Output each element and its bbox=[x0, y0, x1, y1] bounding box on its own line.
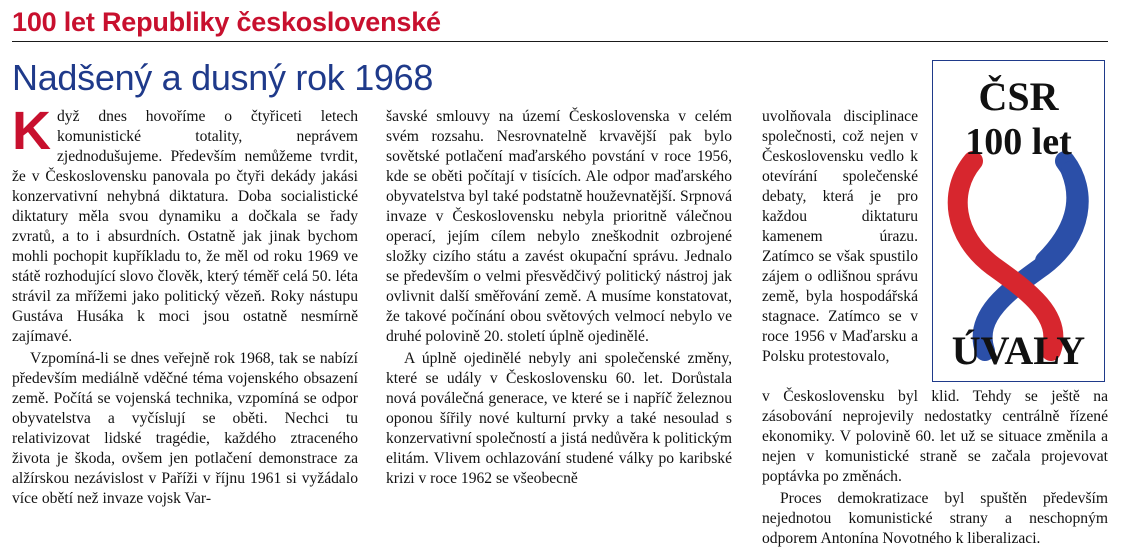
paragraph-5-top: uvolňovala disciplinace společnosti, což nejen v Československu vedlo k otevírání společenské debaty, která je pro každou diktaturu kamenem úrazu. Zatímco se však spustilo zájem o odlišnou správu země, byla hospodářská stagnace. Zatímco se v roce 1956 v Maďarsku a Polsku protestovalo, bbox=[762, 108, 918, 365]
logo-line-1: ČSR bbox=[978, 74, 1059, 119]
article-column-1 bbox=[12, 101, 358, 509]
article-column-3-bottom bbox=[762, 387, 1108, 549]
paragraph-2: Vzpomíná-li se dnes veřejně rok 1968, tak se nabízí především mediálně vděčné téma vojenského obsazení země. Počítá se vojenská technika, vzpomíná se odpor obyvatelstva a vyčíslují se oběti. Nechci tu relativizovat lidské tragédie, každého ztraceného života je škoda, ovšem jen potlačení demonstrace za alžírskou nezávislost v Paříži v říjnu 1961 si vyžádalo více obětí než invaze vojsk Var- bbox=[12, 350, 358, 507]
drop-cap: K bbox=[12, 101, 51, 161]
logo-line-3: ÚVALY bbox=[951, 328, 1086, 373]
series-title: 100 let Republiky československé bbox=[12, 7, 441, 37]
paragraph-5-bottom: v Československu byl klid. Tehdy se ještě na zásobování neprojevily nedostatky centrálně řízené ekonomiky. V polovině 60. let už se situace změnila a nejen v komunistické straně se začala projevovat poptávka po změnách. bbox=[762, 388, 1108, 485]
paragraph-4: A úplně ojedinělé nebyly ani společenské změny, které se udály v Československu 60. let. Dorůstala nová poválečná generace, ve které se i napříč železnou oponou šířily nové kulturní prvky a také nesoulad s konzervativní společností a jistá nedůvěra k politickým elitám. Vlivem ochlazování studené války po karibské krizi v roce 1962 se všeobecně bbox=[386, 350, 732, 487]
paragraph-1-text: dyž dnes hovoříme o čtyřiceti letech komunistické totality, neprávem zjednodušujeme. Především nemůžeme tvrdit, že v Československu panovala po čtyři dekády jakási konzervativní nehybná diktatura. Doba socialistické diktatury měla svou dynamiku a dočkala se řady zvratů, a to i absurdních. Ostatně jak jinak bychom mohli pochopit kupříkladu to, že měl od roku 1969 ve státě rozhodující slovo člověk, který téměř celá 50. léta strávil za mřížemi jako politický vězeň. Roky nástupu Gustáva Husáka k moci jsou ostatně nesmírně zajímavé. bbox=[12, 108, 358, 345]
headline: Nadšený a dusný rok 1968 bbox=[12, 57, 434, 98]
csr-100-logo bbox=[932, 60, 1105, 382]
paragraph-6: Proces demokratizace byl spuštěn především nejednotou komunistické strany a neschopným odporem Antonína Novotného k liberalizaci. bbox=[762, 490, 1108, 547]
logo-line-2: 100 let bbox=[965, 121, 1072, 163]
article-column-3-top bbox=[762, 107, 918, 367]
header-rule bbox=[12, 41, 1108, 42]
article-column-2 bbox=[386, 107, 732, 489]
blue-ribbon bbox=[983, 161, 1079, 351]
paragraph-1 bbox=[12, 101, 358, 347]
paragraph-3: šavské smlouvy na území Československa v celém svém rozsahu. Nesrovnatelně krvavější pak bylo sovětské potlačení maďarského povstání v roce 1956, kde se oběti počítají v tisících. Ale odpor maďarského obyvatelstva byl také podstatně houževnatější. Srpnová invaze v Československu nebyla prioritně válečnou operací, jejím cílem nebylo zneškodnit ozbrojené složky cizího státu a zavést okupační správu. Jednalo se především o velmi přesvědčivý politický nástroj jak ovlivnit další směřování země. A musíme konstatovat, že takové počínání obou světových velmocí nebylo ve druhé polovině 20. století úplně ojedinělé. bbox=[386, 108, 732, 345]
